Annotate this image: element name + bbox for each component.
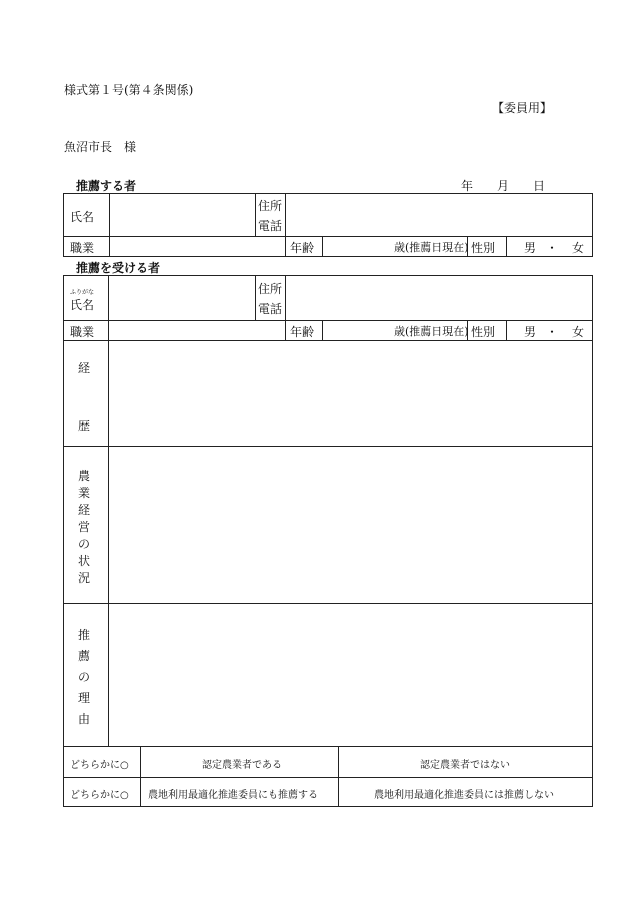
nominee-phone-label: 電話 [258,302,283,316]
nominee-occupation-label: 職業 [70,325,95,339]
nominee-furigana-label: ふりがな [70,289,95,296]
nominee-gender-separator: ・ [546,325,559,339]
not-recommend-committee-option[interactable]: 農地利用最適化推進委員には推薦しない [374,790,554,801]
date-month-label: 月 [497,179,510,193]
date-day-label: 日 [533,179,546,193]
choice-row1-prefix: どちらかに○ [70,760,129,771]
recommender-occupation-label: 職業 [70,241,95,255]
nominee-address-label: 住所 [258,282,283,296]
addressee: 魚沼市長 様 [64,140,137,154]
recommender-age-label: 年齢 [290,241,315,255]
date-year-label: 年 [461,179,474,193]
recommender-table [63,193,593,257]
certified-farmer-option[interactable]: 認定農業者である [202,760,282,771]
career-label: 経 歴 [78,361,91,433]
reason-label: 推 薦 の 理 由 [78,628,91,726]
nominee-gender-male: 男 [524,325,537,339]
not-certified-farmer-option[interactable]: 認定農業者ではない [420,760,510,771]
copy-label: 【委員用】 [492,101,553,115]
recommender-age-suffix: 歳(推薦日現在) [394,241,469,254]
recommender-address-label: 住所 [258,199,283,213]
recommender-gender-female: 女 [572,241,585,255]
form-number: 様式第１号(第４条関係) [64,83,194,97]
recommender-gender-male: 男 [524,241,537,255]
recommender-section-title: 推薦する者 [76,179,137,193]
nominee-age-label: 年齢 [290,325,315,339]
nominee-name-label: 氏名 [70,298,95,312]
nominee-section-title: 推薦を受ける者 [76,261,161,275]
recommender-gender-separator: ・ [546,241,559,255]
recommender-gender-label: 性別 [471,241,496,255]
recommender-phone-label: 電話 [258,219,283,233]
nominee-gender-female: 女 [572,325,585,339]
nominee-gender-label: 性別 [471,325,496,339]
nominee-age-suffix: 歳(推薦日現在) [394,325,469,338]
recommender-name-label: 氏名 [70,210,95,224]
farming-status-label: 農 業 経 営 の 状 況 [78,469,91,585]
also-recommend-committee-option[interactable]: 農地利用最適化推進委員にも推薦する [148,790,318,801]
choice-row2-prefix: どちらかに○ [70,790,129,801]
nominee-table [63,275,593,747]
